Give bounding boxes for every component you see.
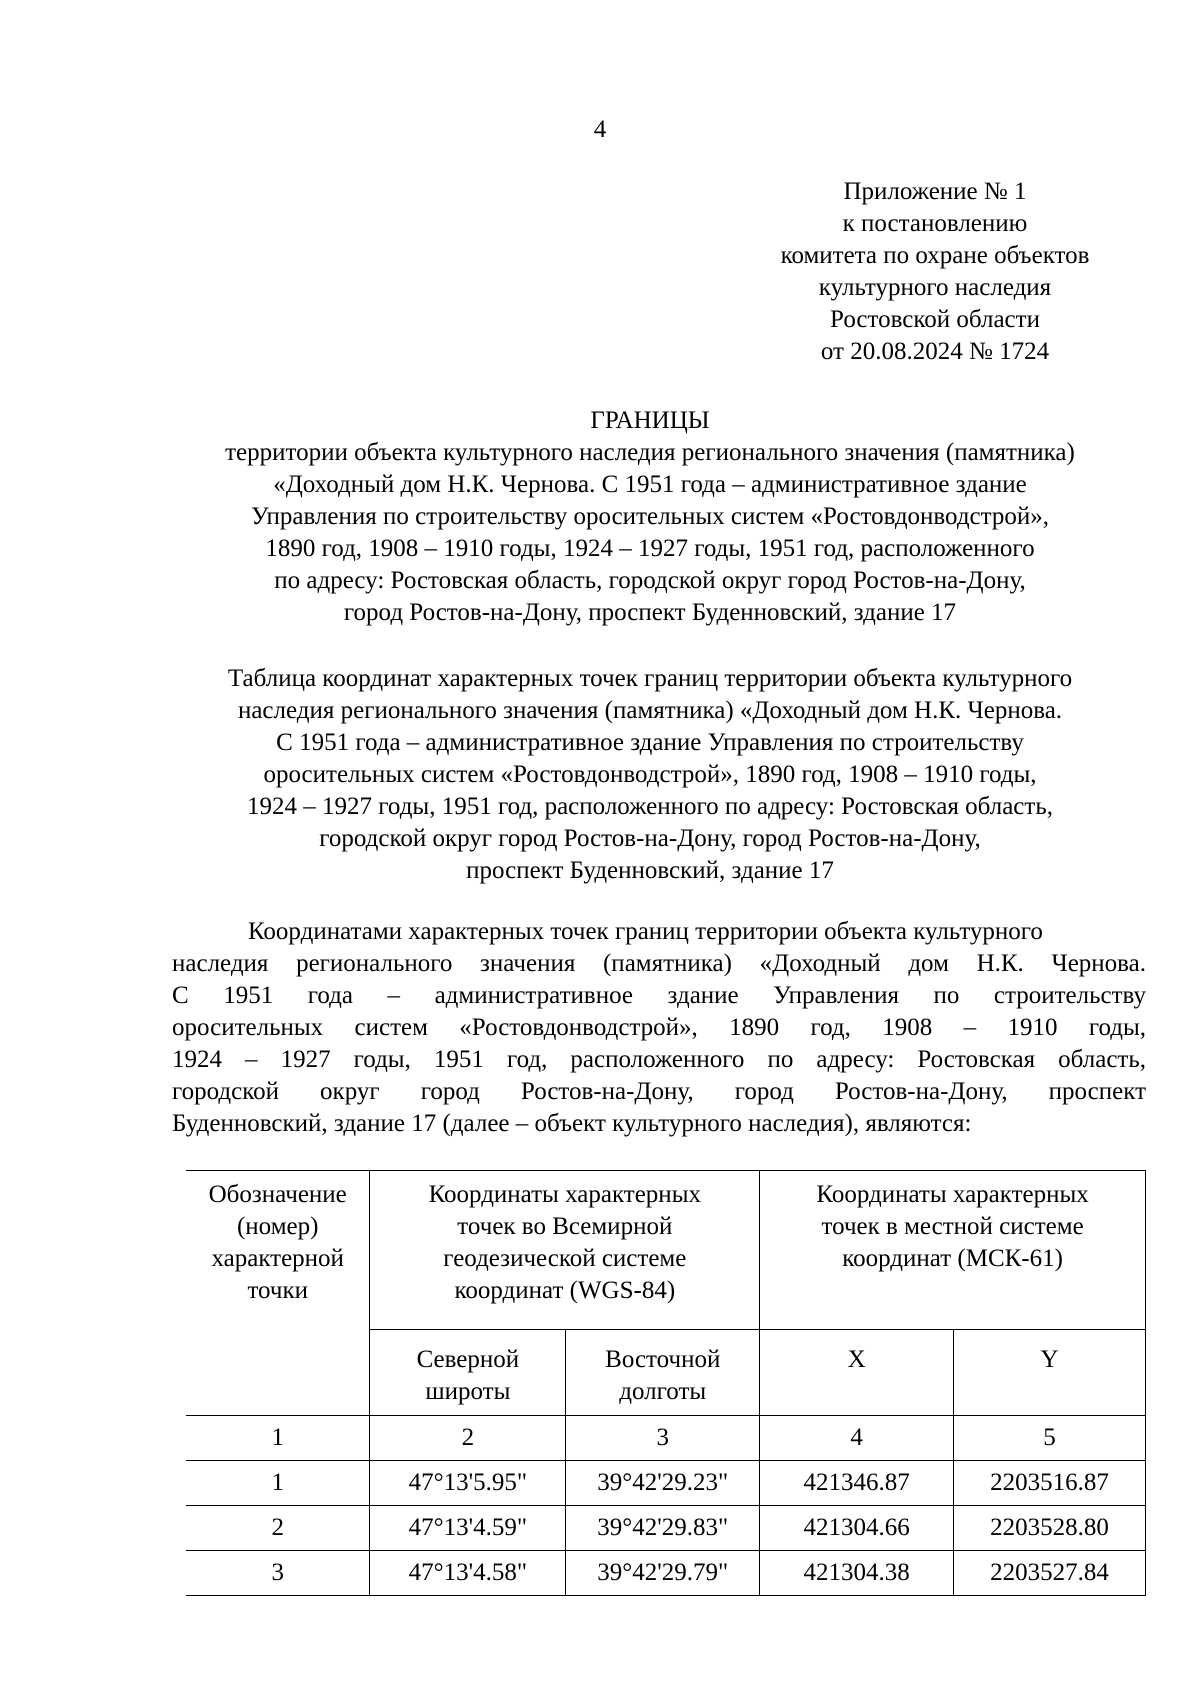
appendix-line: к постановлению (842, 210, 1028, 237)
title-line: по адресу: Ростовская область, городской округ город Ростов-на-Дону, (274, 567, 1026, 594)
paragraph-line: Буденновский, здание 17 (далее – объект культурного наследия), являются: (172, 1110, 972, 1137)
coordinates-table (186, 1170, 1146, 1596)
point-cell: 2 (186, 1506, 370, 1551)
table-title-line: проспект Буденновский, здание 17 (466, 857, 834, 884)
point-cell: 3 (186, 1551, 370, 1596)
appendix-line: культурного наследия (818, 274, 1052, 301)
header-y-cell: Y (954, 1330, 1146, 1416)
header-x-cell: X (760, 1330, 954, 1416)
paragraph-line: Координатами характерных точек границ территории объекта культурного (248, 918, 1043, 945)
header-lon-cell (566, 1330, 760, 1416)
header-lat-cell (370, 1330, 566, 1416)
column-number: 2 (370, 1416, 566, 1461)
lat-cell: 47°13'4.59" (370, 1506, 566, 1551)
header-text: характерной (211, 1245, 344, 1272)
paragraph-line: С 1951 года – административное здание Управления по строительству (172, 982, 1146, 1009)
column-number-row (186, 1416, 1146, 1461)
table-title (150, 663, 1150, 887)
y-cell: 2203527.84 (954, 1551, 1146, 1596)
title-line: территории объекта культурного наследия регионального значения (памятника) (225, 439, 1075, 466)
title-line: город Ростов-на-Дону, проспект Буденновский, здание 17 (343, 599, 957, 626)
table-title-line: Таблица координат характерных точек границ территории объекта культурного (227, 665, 1073, 692)
table-title-line: оросительных систем «Ростовдонводстрой», 1890 год, 1908 – 1910 годы, (263, 761, 1037, 788)
paragraph-line: 1924 – 1927 годы, 1951 год, расположенного по адресу: Ростовская область, (172, 1046, 1146, 1073)
title-line: Управления по строительству оросительных систем «Ростовдонводстрой», (250, 503, 1050, 530)
header-text: широты (425, 1378, 511, 1405)
header-msk-cell (760, 1171, 1146, 1330)
paragraph-line: городской округ город Ростов-на-Дону, город Ростов-на-Дону, проспект (172, 1078, 1146, 1105)
header-text: долготы (619, 1378, 707, 1405)
table-title-line: наследия регионального значения (памятника) «Доходный дом Н.К. Чернова. (237, 697, 1063, 724)
header-text: точек в местной системе (821, 1213, 1084, 1240)
lat-cell: 47°13'4.58" (370, 1551, 566, 1596)
lon-cell: 39°42'29.23" (566, 1461, 760, 1506)
table-title-line: С 1951 года – административное здание Управления по строительству (276, 729, 1024, 756)
header-text: геодезической системе (443, 1245, 687, 1272)
column-number: 4 (760, 1416, 954, 1461)
title-line: «Доходный дом Н.К. Чернова. С 1951 года – административное здание (273, 471, 1027, 498)
point-cell: 1 (186, 1461, 370, 1506)
header-point-cell (186, 1171, 370, 1416)
header-text: Координаты характерных (428, 1181, 701, 1208)
table-title-line: городской округ город Ростов-на-Дону, город Ростов-на-Дону, (319, 825, 981, 852)
header-text: координат (МСК-61) (842, 1245, 1063, 1272)
body-paragraph (172, 916, 1146, 1140)
appendix-line: Ростовской области (830, 306, 1040, 333)
page-number: 4 (593, 116, 607, 143)
table-row (186, 1551, 1146, 1596)
column-number: 1 (186, 1416, 370, 1461)
paragraph-line: наследия регионального значения (памятника) «Доходный дом Н.К. Чернова. (172, 950, 1146, 977)
table-row (186, 1506, 1146, 1551)
appendix-line: от 20.08.2024 № 1724 (820, 338, 1050, 365)
header-wgs-cell (370, 1171, 760, 1330)
header-text: Координаты характерных (816, 1181, 1089, 1208)
header-text: точки (247, 1277, 308, 1304)
title-line: 1890 год, 1908 – 1910 годы, 1924 – 1927 годы, 1951 год, расположенного (265, 535, 1035, 562)
appendix-line: комитета по охране объектов (780, 242, 1090, 269)
x-cell: 421346.87 (760, 1461, 954, 1506)
header-text: Восточной (605, 1346, 721, 1373)
lon-cell: 39°42'29.79" (566, 1551, 760, 1596)
appendix-line: Приложение № 1 (843, 178, 1027, 205)
lon-cell: 39°42'29.83" (566, 1506, 760, 1551)
table-header-row (186, 1171, 1146, 1330)
column-number: 3 (566, 1416, 760, 1461)
table-row (186, 1461, 1146, 1506)
y-cell: 2203528.80 (954, 1506, 1146, 1551)
header-text: Северной (416, 1346, 520, 1373)
y-cell: 2203516.87 (954, 1461, 1146, 1506)
header-text: (номер) (236, 1213, 319, 1240)
lat-cell: 47°13'5.95" (370, 1461, 566, 1506)
title-heading: ГРАНИЦЫ (590, 407, 710, 434)
table-title-line: 1924 – 1927 годы, 1951 год, расположенного по адресу: Ростовская область, (247, 793, 1053, 820)
header-text: координат (WGS-84) (454, 1277, 676, 1304)
document-title (150, 405, 1150, 629)
x-cell: 421304.38 (760, 1551, 954, 1596)
x-cell: 421304.66 (760, 1506, 954, 1551)
appendix-block (720, 176, 1150, 368)
header-text: точек во Всемирной (457, 1213, 673, 1240)
header-text: Обозначение (208, 1181, 347, 1208)
paragraph-line: оросительных систем «Ростовдонводстрой», 1890 год, 1908 – 1910 годы, (172, 1014, 1146, 1041)
column-number: 5 (954, 1416, 1146, 1461)
